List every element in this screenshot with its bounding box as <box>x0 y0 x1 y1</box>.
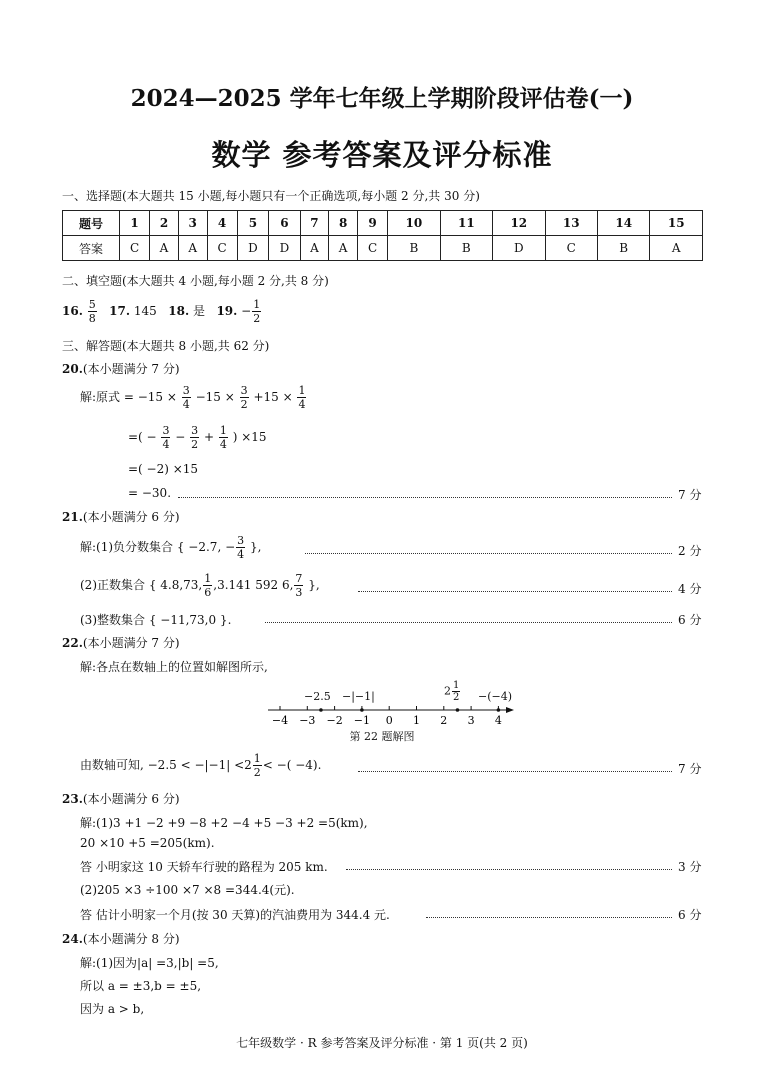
q20-line2-frac1 <box>161 424 170 451</box>
q23-score2: 6 分 <box>678 908 702 922</box>
number-line-ticks <box>268 706 514 727</box>
numerator: 3 <box>162 424 170 437</box>
q16-fraction <box>88 298 97 325</box>
q20-line2-text-b: − <box>175 430 186 444</box>
point-label-neg-abs-neg1: −|−1| <box>342 690 375 703</box>
denominator: 4 <box>298 398 306 411</box>
q16-label: 16. <box>62 304 83 318</box>
answer-cell: C <box>120 236 150 261</box>
point-2.5 <box>456 708 460 712</box>
q21-leader1 <box>305 553 672 554</box>
q23-leader1 <box>346 869 672 870</box>
question-number-cell: 8 <box>329 211 358 236</box>
row-label-answer: 答案 <box>63 236 120 261</box>
answer-cell: D <box>493 236 545 261</box>
numerator: 1 <box>219 424 227 437</box>
q22-conclusion-text-b: < −( −4). <box>262 758 322 772</box>
answer-cell: A <box>329 236 358 261</box>
numerator: 1 <box>298 384 306 397</box>
q21-score3: 6 分 <box>678 613 702 627</box>
axis-arrow <box>506 707 514 713</box>
answer-cell: B <box>597 236 649 261</box>
denominator: 2 <box>191 438 199 451</box>
q20-note: (本小题满分 7 分) <box>82 362 180 376</box>
q20-line1-text-b: −15 × <box>195 390 235 404</box>
question-number-cell: 1 <box>120 211 150 236</box>
q24-line2: 所以 a = ±3,b = ±5, <box>80 979 202 993</box>
tick-label: −3 <box>299 714 316 727</box>
section3-heading: 三、解答题(本大题共 8 小题,共 62 分) <box>62 339 270 353</box>
q21-score1: 2 分 <box>678 544 702 558</box>
q20-line3: =( −2) ×15 <box>128 462 199 476</box>
q23-line2: 20 ×10 +5 =205(km). <box>80 836 215 850</box>
q21-part2 <box>80 572 320 599</box>
q24-note: (本小题满分 8 分) <box>82 932 180 946</box>
denominator: 4 <box>237 548 245 561</box>
q22-conclusion-text-a: 由数轴可知, −2.5 < −|−1| <2 <box>80 758 252 772</box>
q19-label: 19. <box>216 304 238 318</box>
tick-label: 3 <box>467 714 475 727</box>
exam-title: 2024—2025 学年七年级上学期阶段评估卷(一) <box>130 85 634 112</box>
section1-heading: 一、选择题(本大题共 15 小题,每小题只有一个正确选项,每小题 2 分,共 30 分) <box>62 189 480 203</box>
denominator: 2 <box>453 692 460 703</box>
numerator: 3 <box>191 424 199 437</box>
q20-leader <box>178 497 672 498</box>
q16-denominator: 8 <box>88 312 96 325</box>
point-label-2-and-half <box>444 680 461 703</box>
q20-score: 7 分 <box>678 488 702 502</box>
answer-cell: B <box>388 236 440 261</box>
q20-line2-frac3 <box>219 424 228 451</box>
q20-line2 <box>128 424 267 451</box>
point-neg1 <box>360 708 364 712</box>
q23-label: 23. <box>62 792 83 806</box>
q21-leader2 <box>358 591 672 592</box>
point-4 <box>497 708 501 712</box>
question-number-cell: 13 <box>545 211 597 236</box>
q22-note: (本小题满分 7 分) <box>82 636 180 650</box>
section2-heading: 二、填空题(本大题共 4 小题,每小题 2 分,共 8 分) <box>62 274 329 288</box>
q23-header <box>62 790 180 807</box>
q24-header <box>62 930 180 947</box>
q20-line1-frac3 <box>297 384 306 411</box>
q21-part2-text-a: (2)正数集合 { 4.8,73, <box>80 578 203 592</box>
q17-answer: 145 <box>133 304 157 318</box>
point-label-neg2.5: −2.5 <box>304 690 331 703</box>
q18-label: 18. <box>168 304 190 318</box>
q23-line1: 解:(1)3 +1 −2 +9 −8 +2 −4 +5 −3 +2 =5(km), <box>80 816 368 830</box>
question-number-cell: 14 <box>597 211 649 236</box>
q23-line3: 答 小明家这 10 天轿车行驶的路程为 205 km. <box>80 860 328 874</box>
answer-cell: A <box>150 236 179 261</box>
answer-cell: C <box>545 236 597 261</box>
point-neg2.5 <box>319 708 323 712</box>
q21-note: (本小题满分 6 分) <box>82 510 180 524</box>
q22-conclusion-frac <box>253 752 262 779</box>
q21-part1-frac <box>236 534 245 561</box>
tick-label: −2 <box>326 714 343 727</box>
q22-score: 7 分 <box>678 762 702 776</box>
q23-score1: 3 分 <box>678 860 702 874</box>
q22-label: 22. <box>62 636 83 650</box>
mixed-fraction <box>452 680 460 703</box>
q21-score2: 4 分 <box>678 582 702 596</box>
q21-header <box>62 508 180 525</box>
q17-label: 17. <box>109 304 131 318</box>
q19-numerator: 1 <box>253 298 261 311</box>
fill-blank-answers <box>62 298 262 325</box>
q24-line3: 因为 a > b, <box>80 1002 145 1016</box>
q21-part1-text-b: }, <box>246 540 262 554</box>
numerator: 1 <box>253 752 261 765</box>
q21-part2-text-c: }, <box>304 578 320 592</box>
tick-label: 2 <box>440 714 448 727</box>
tick-label: 4 <box>494 714 502 727</box>
q21-part1-text-a: 解:(1)负分数集合 { −2.7, − <box>80 540 236 554</box>
denominator: 4 <box>219 438 227 451</box>
question-number-cell: 10 <box>388 211 440 236</box>
q22-leader <box>358 771 672 772</box>
q20-line1-text-a: 解:原式 = −15 × <box>80 390 177 404</box>
q22-line1: 解:各点在数轴上的位置如解图所示, <box>80 660 268 674</box>
question-number-cell: 7 <box>300 211 329 236</box>
answer-cell: D <box>269 236 300 261</box>
tick-label: −4 <box>271 714 289 727</box>
tick-label: 1 <box>413 714 420 727</box>
q20-line2-frac2 <box>190 424 199 451</box>
q21-label: 21. <box>62 510 83 524</box>
question-number-cell: 11 <box>440 211 492 236</box>
q24-line1: 解:(1)因为|a| =3,|b| =5, <box>80 956 219 970</box>
question-number-cell: 3 <box>178 211 207 236</box>
q16-numerator: 5 <box>88 298 96 311</box>
answer-cell: D <box>237 236 268 261</box>
denominator: 6 <box>204 586 212 599</box>
q20-line1-frac1 <box>182 384 191 411</box>
mixed-integer: 2 <box>444 684 451 698</box>
q19-fraction <box>252 298 261 325</box>
point-label-neg-neg4: −(−4) <box>478 690 513 703</box>
answer-cell: A <box>300 236 329 261</box>
q23-line5: 答 估计小明家一个月(按 30 天算)的汽油费用为 344.4 元. <box>80 908 390 922</box>
denominator: 2 <box>240 398 248 411</box>
q23-note: (本小题满分 6 分) <box>82 792 180 806</box>
q19-sign: − <box>241 304 252 318</box>
row-label-number: 题号 <box>63 211 120 236</box>
q23-line4: (2)205 ×3 ÷100 ×7 ×8 =344.4(元). <box>80 883 295 897</box>
question-number-cell: 15 <box>650 211 703 236</box>
q20-line1-frac2 <box>240 384 249 411</box>
answer-cell: B <box>440 236 492 261</box>
q21-part2-frac2 <box>294 572 303 599</box>
page-subtitle: 数学 参考答案及评分标准 <box>211 138 553 172</box>
tick-label: −1 <box>353 714 371 727</box>
q21-part1 <box>80 534 261 561</box>
q21-part2-text-b: ,3.141 592 6, <box>213 578 294 592</box>
q20-label: 20. <box>62 362 83 376</box>
q19-denominator: 2 <box>253 312 261 325</box>
answer-table <box>62 210 703 261</box>
numerator: 3 <box>182 384 190 397</box>
q22-header <box>62 634 180 651</box>
numerator: 3 <box>237 534 245 547</box>
numerator: 7 <box>295 572 303 585</box>
numerator: 1 <box>204 572 212 585</box>
q22-conclusion <box>80 752 321 779</box>
denominator: 4 <box>182 398 190 411</box>
question-number-cell: 9 <box>357 211 387 236</box>
q20-line1 <box>80 384 307 411</box>
q18-answer: 是 <box>192 304 205 318</box>
denominator: 2 <box>253 766 261 779</box>
question-number-cell: 6 <box>269 211 300 236</box>
q20-line4: = −30. <box>128 486 172 500</box>
numerator: 1 <box>453 680 460 691</box>
question-number-cell: 12 <box>493 211 545 236</box>
q20-line1-text-c: +15 × <box>253 390 293 404</box>
figure-caption: 第 22 题解图 <box>349 730 415 743</box>
question-number-cell: 2 <box>150 211 179 236</box>
q21-part3: (3)整数集合 { −11,73,0 }. <box>80 613 232 627</box>
answer-cell: C <box>207 236 237 261</box>
answer-cell: A <box>178 236 207 261</box>
q20-header <box>62 360 180 377</box>
q21-part2-frac1 <box>203 572 212 599</box>
page-footer: 七年级数学 · R 参考答案及评分标准 · 第 1 页(共 2 页) <box>236 1036 528 1050</box>
numerator: 3 <box>240 384 248 397</box>
answer-cell: C <box>357 236 387 261</box>
q23-leader2 <box>426 917 672 918</box>
question-number-cell: 5 <box>237 211 268 236</box>
q24-label: 24. <box>62 932 83 946</box>
q20-line2-text-d: ) ×15 <box>232 430 267 444</box>
tick-label: 0 <box>385 714 393 727</box>
q21-leader3 <box>265 622 672 623</box>
denominator: 4 <box>162 438 170 451</box>
q20-line2-text-a: =( − <box>128 430 157 444</box>
q20-line2-text-c: + <box>203 430 215 444</box>
answer-cell: A <box>650 236 703 261</box>
denominator: 3 <box>295 586 303 599</box>
question-number-cell: 4 <box>207 211 237 236</box>
question-number-row <box>63 211 703 236</box>
answer-row <box>63 236 703 261</box>
